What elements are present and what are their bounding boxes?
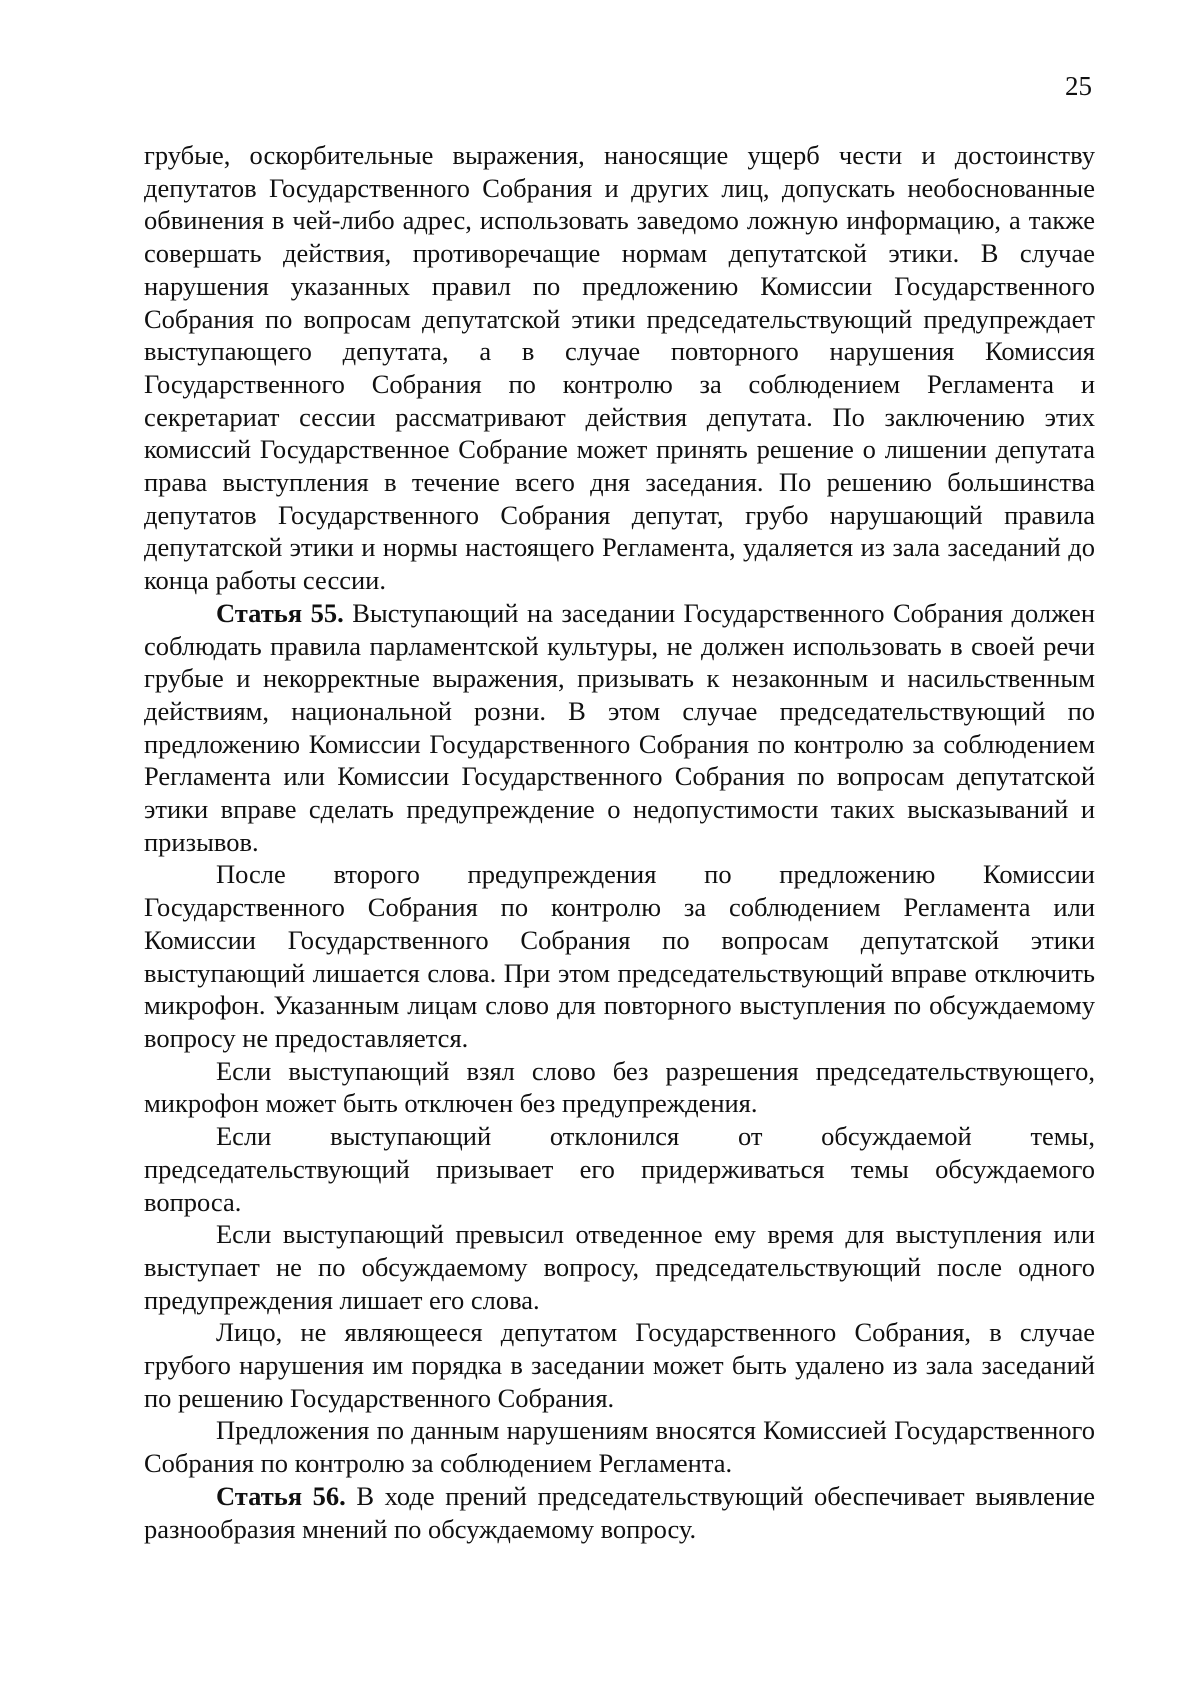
paragraph-off-topic: [144, 1120, 1095, 1218]
article-55-label: Статья 55.: [216, 597, 344, 628]
paragraph-text: Предложения по данным нарушениям вносятся Комиссией Государственного Собрания по контролю за соблюдением Регламента.: [144, 1415, 1095, 1479]
paragraph-non-deputy: [144, 1316, 1095, 1414]
page-number: 25: [1065, 71, 1092, 101]
paragraph-text: Если выступающий отклонился от обсуждаемой темы, председательствующий призывает его придерживаться темы обсуждаемого вопроса.: [144, 1121, 1095, 1217]
paragraph-time-exceeded: [144, 1218, 1095, 1316]
paragraph-text: После второго предупреждения по предложению Комиссии Государственного Собрания по контролю за соблюдением Регламента или Комиссии Государственного Собрания по вопросам депутатской этики выступающий лишается слова. При этом председательствующий вправе отключить микрофон. Указанным лицам слово для повторного выступления по обсуждаемому вопросу не предоставляется.: [144, 859, 1095, 1053]
paragraph-second-warning: [144, 858, 1095, 1054]
paragraph-text: Лицо, не являющееся депутатом Государственного Собрания, в случае грубого нарушения им порядка в заседании может быть удалено из зала заседаний по решению Государственного Собрания.: [144, 1317, 1095, 1413]
paragraph-continuation: [144, 139, 1095, 597]
paragraph-text: Выступающий на заседании Государственного Собрания должен соблюдать правила парламентской культуры, не должен использовать в своей речи грубые и некорректные выражения, призывать к незаконным и насильственным действиям, национальной розни. В этом случае председательствующий по предложению Комиссии Государственного Собрания по контролю за соблюдением Регламента или Комиссии Государственного Собрания по вопросам депутатской этики вправе сделать предупреждение о недопустимости таких высказываний и призывов.: [144, 597, 1095, 857]
paragraph-text: Если выступающий взял слово без разрешения председательствующего, микрофон может быть отключен без предупреждения.: [144, 1055, 1095, 1119]
paragraph-proposals: [144, 1414, 1095, 1479]
paragraph-text: Если выступающий превысил отведенное ему время для выступления или выступает не по обсуждаемому вопросу, председательствующий после одного предупреждения лишает его слова.: [144, 1219, 1095, 1315]
article-55-paragraph: [144, 597, 1095, 859]
paragraph-text: В ходе прений председательствующий обеспечивает выявление разнообразия мнений по обсуждаемому вопросу.: [144, 1480, 1095, 1544]
paragraph-text: грубые, оскорбительные выражения, наносящие ущерб чести и достоинству депутатов Государственного Собрания и других лиц, допускать необоснованные обвинения в чей-либо адрес, использовать заведомо ложную информацию, а также совершать действия, противоречащие нормам депутатской этики. В случае нарушения указанных правил по предложению Комиссии Государственного Собрания по вопросам депутатской этики председательствующий предупреждает выступающего депутата, а в случае повторного нарушения Комиссия Государственного Собрания по контролю за соблюдением Регламента и секретариат сессии рассматривают действия депутата. По заключению этих комиссий Государственное Собрание может принять решение о лишении депутата права выступления в течение всего дня заседания. По решению большинства депутатов Государственного Собрания депутат, грубо нарушающий правила депутатской этики и нормы настоящего Регламента, удаляется из зала заседаний до конца работы сессии.: [144, 140, 1095, 596]
paragraph-without-permission: [144, 1055, 1095, 1120]
document-body: [144, 139, 1095, 1545]
article-56-label: Статья 56.: [216, 1480, 346, 1511]
article-56-paragraph: [144, 1480, 1095, 1545]
